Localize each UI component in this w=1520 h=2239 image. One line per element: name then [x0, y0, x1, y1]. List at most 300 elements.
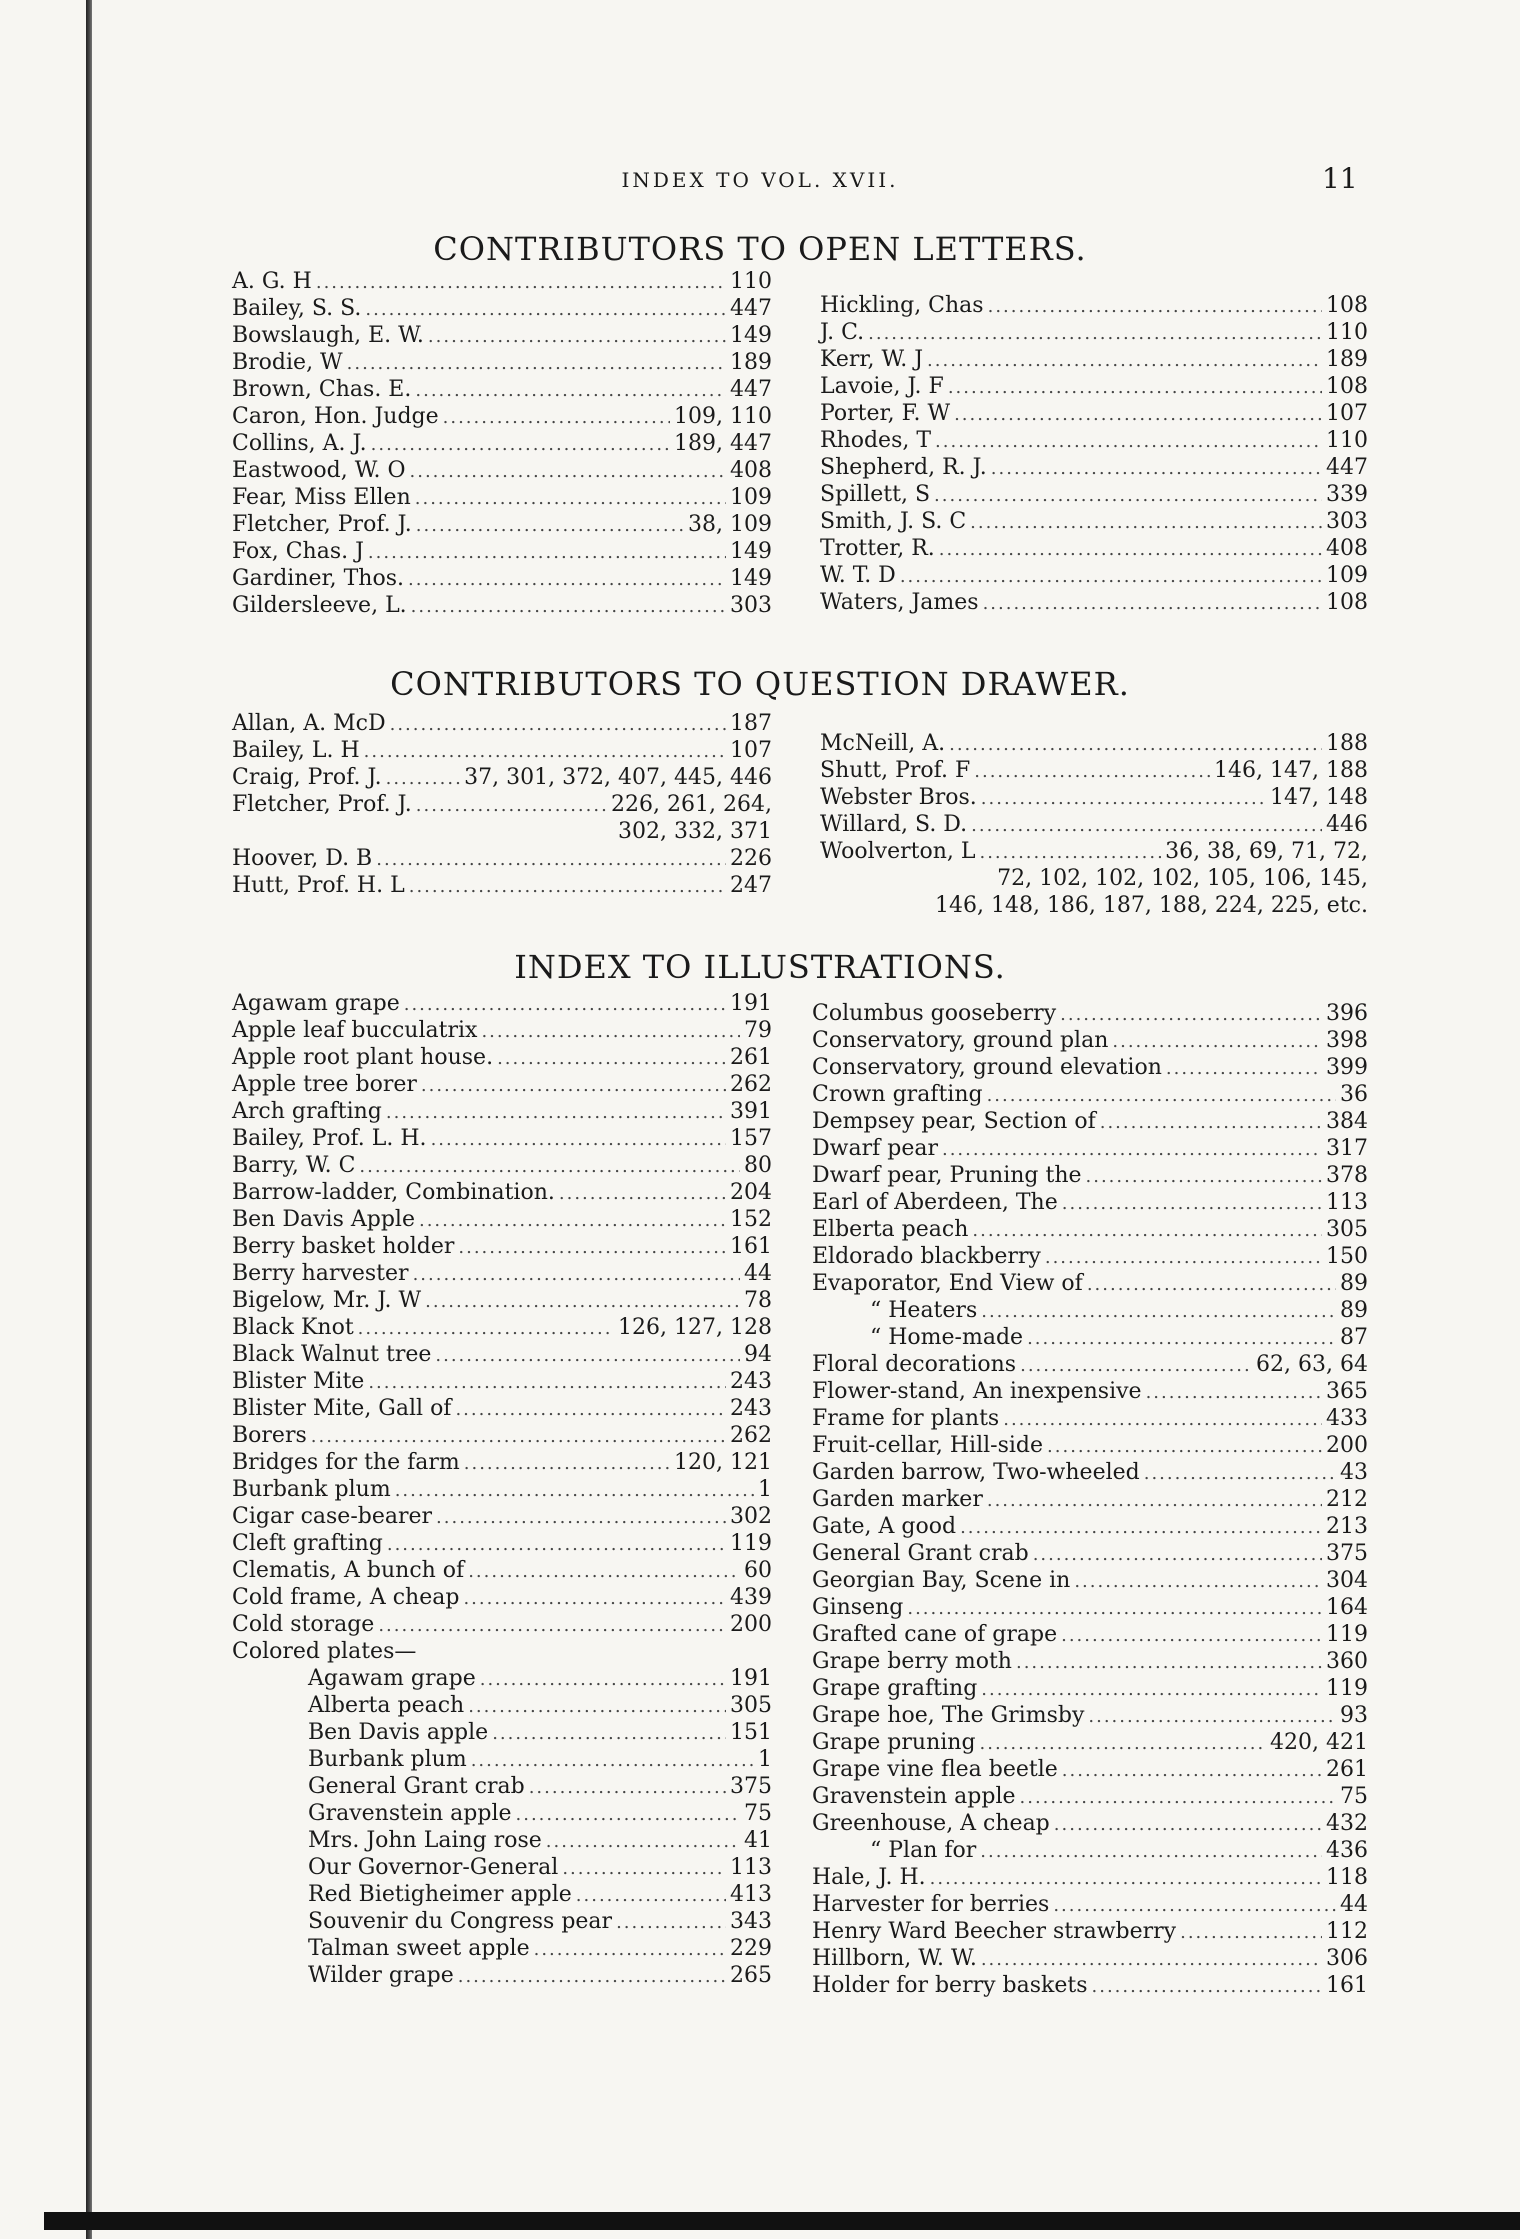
- index-entry-name: Grape vine flea beetle: [812, 1757, 1058, 1782]
- index-entry-name: Georgian Bay, Scene in: [812, 1568, 1071, 1593]
- index-entry-pages: 446: [1326, 812, 1368, 837]
- index-entry: [812, 1108, 1368, 1135]
- index-entry-name: Gravenstein apple: [812, 1784, 1016, 1809]
- leader-dots: [468, 1693, 726, 1720]
- index-entry: [812, 1459, 1368, 1486]
- index-entry-name: “ Heaters: [870, 1298, 978, 1323]
- index-entry: [812, 1540, 1368, 1567]
- index-entry-pages: 112: [1326, 1919, 1368, 1944]
- index-entry: [232, 592, 772, 619]
- leader-dots: [1016, 1649, 1322, 1676]
- leader-dots: [492, 1720, 726, 1747]
- leader-dots: [529, 1774, 726, 1801]
- leader-dots: [421, 1072, 726, 1099]
- index-entry-name: Elberta peach: [812, 1217, 969, 1242]
- index-entry: [232, 791, 772, 818]
- leader-dots: [415, 485, 726, 512]
- index-entry: [820, 508, 1368, 535]
- index-entry-name: McNeill, A.: [820, 731, 946, 756]
- index-entry-pages: 317: [1326, 1136, 1368, 1161]
- index-entry: [812, 1891, 1368, 1918]
- leader-dots: [939, 536, 1322, 563]
- index-entry-name: Evaporator, End View of: [812, 1271, 1083, 1296]
- index-entry-name: General Grant crab: [812, 1541, 1029, 1566]
- index-entry: [232, 349, 772, 376]
- index-entry-name: Agawam grape: [308, 1666, 476, 1691]
- leader-dots: [458, 1234, 726, 1261]
- leader-dots: [435, 1342, 740, 1369]
- leader-dots: [1020, 1352, 1252, 1379]
- index-entry: [232, 268, 772, 295]
- index-entry: [232, 818, 772, 845]
- index-entry: [232, 484, 772, 511]
- index-entry: [232, 1125, 772, 1152]
- leader-dots: [1061, 1622, 1322, 1649]
- index-entry: [812, 1810, 1368, 1837]
- index-entry-pages: 432: [1326, 1811, 1368, 1836]
- leader-dots: [386, 1099, 726, 1126]
- index-entry-pages: 108: [1326, 293, 1368, 318]
- index-entry-pages: 36, 38, 69, 71, 72,: [1165, 839, 1368, 864]
- index-entry: [232, 1557, 772, 1584]
- index-entry: [232, 1773, 772, 1800]
- index-entry-pages: 229: [730, 1936, 772, 1961]
- index-entry-pages: 119: [730, 1531, 772, 1556]
- index-entry-name: Hale, J. H.: [812, 1865, 926, 1890]
- index-entry-name: Fruit-cellar, Hill-side: [812, 1433, 1044, 1458]
- leader-dots: [1062, 1757, 1322, 1784]
- index-entry-pages: 189, 447: [674, 431, 772, 456]
- index-entry: [820, 481, 1368, 508]
- leader-dots: [1092, 1973, 1322, 2000]
- leader-dots: [576, 1882, 726, 1909]
- leader-dots: [480, 1666, 726, 1693]
- index-entry-name: Agawam grape: [232, 991, 400, 1016]
- index-entry-pages: 119: [1326, 1622, 1368, 1647]
- index-entry: [812, 1027, 1368, 1054]
- index-entry-name: Gate, A good: [812, 1514, 957, 1539]
- index-entry-pages: 161: [730, 1234, 772, 1259]
- index-entry-name: Shutt, Prof. F: [820, 758, 971, 783]
- index-entry-pages: 365: [1326, 1379, 1368, 1404]
- index-entry: [232, 1692, 772, 1719]
- index-entry-name: W. T. D: [820, 563, 896, 588]
- index-entry: [812, 1405, 1368, 1432]
- leader-dots: [347, 350, 726, 377]
- leader-dots: [395, 1477, 754, 1504]
- leader-dots: [431, 1126, 726, 1153]
- index-entry-pages: 305: [1326, 1217, 1368, 1242]
- page-bottom-edge: [44, 2212, 1520, 2230]
- index-entry: [232, 1341, 772, 1368]
- leader-dots: [481, 1018, 740, 1045]
- index-entry-name: Souvenir du Congress pear: [308, 1909, 613, 1934]
- index-entry: [812, 1864, 1368, 1891]
- index-entry: [232, 1098, 772, 1125]
- index-entry-name: Bailey, Prof. L. H.: [232, 1126, 427, 1151]
- leader-dots: [316, 269, 726, 296]
- index-entry-name: Frame for plants: [812, 1406, 1000, 1431]
- index-entry: [232, 764, 772, 791]
- index-entry-pages: 87: [1340, 1325, 1368, 1350]
- index-entry: [812, 1378, 1368, 1405]
- index-entry-name: Hillborn, W. W.: [812, 1946, 977, 1971]
- index-entry: [232, 1611, 772, 1638]
- index-entry-pages-continued: 72, 102, 102, 102, 105, 106, 145,: [997, 866, 1368, 891]
- index-entry-pages: 41: [744, 1828, 772, 1853]
- index-entry-pages: 109: [730, 485, 772, 510]
- index-entry: [812, 1432, 1368, 1459]
- index-entry: [812, 1513, 1368, 1540]
- index-entry-name: Fear, Miss Ellen: [232, 485, 411, 510]
- index-entry-name: Bailey, L. H: [232, 738, 360, 763]
- index-entry-pages: 304: [1326, 1568, 1368, 1593]
- index-entry-name: Burbank plum: [308, 1747, 467, 1772]
- leader-dots: [934, 482, 1322, 509]
- index-entry-name: Grape berry moth: [812, 1649, 1012, 1674]
- index-entry-pages: 408: [730, 458, 772, 483]
- index-entry-name: Bridges for the farm: [232, 1450, 460, 1475]
- index-entry-name: Gardiner, Thos.: [232, 566, 404, 591]
- leader-dots: [464, 1450, 670, 1477]
- leader-dots: [368, 1369, 726, 1396]
- index-entry-name: Barry, W. C: [232, 1153, 356, 1178]
- leader-dots: [562, 1855, 726, 1882]
- section-title-open-letters: CONTRIBUTORS TO OPEN LETTERS.: [433, 230, 1087, 268]
- leader-dots: [1047, 1433, 1322, 1460]
- leader-dots: [411, 593, 726, 620]
- leader-dots: [416, 512, 684, 539]
- index-entry-pages: 113: [730, 1855, 772, 1880]
- leader-dots: [868, 320, 1322, 347]
- leader-dots: [311, 1423, 726, 1450]
- index-entry-name: Conservatory, ground plan: [812, 1028, 1109, 1053]
- leader-dots: [987, 1487, 1322, 1514]
- index-entry-pages: 107: [1326, 401, 1368, 426]
- index-entry-name: Apple leaf bucculatrix: [232, 1018, 478, 1043]
- index-entry: [820, 427, 1368, 454]
- index-entry: [232, 1071, 772, 1098]
- index-entry-name: Grape pruning: [812, 1730, 976, 1755]
- index-entry: [232, 430, 772, 457]
- index-entry-pages: 305: [730, 1693, 772, 1718]
- index-entry-pages: 43: [1340, 1460, 1368, 1485]
- index-entry-pages: 189: [730, 350, 772, 375]
- index-entry-pages: 204: [730, 1180, 772, 1205]
- index-entry: [232, 1287, 772, 1314]
- index-entry-pages: 243: [730, 1369, 772, 1394]
- index-entry-pages: 439: [730, 1585, 772, 1610]
- index-entry: [820, 400, 1368, 427]
- index-entry: [812, 1486, 1368, 1513]
- open-letters-right-column: [820, 292, 1368, 616]
- illustrations-left-column: [232, 990, 772, 1989]
- leader-dots: [425, 1288, 740, 1315]
- index-entry-name: Our Governor-General: [308, 1855, 559, 1880]
- index-entry: [232, 1665, 772, 1692]
- index-entry: [232, 403, 772, 430]
- index-entry: [820, 454, 1368, 481]
- index-entry: [232, 1908, 772, 1935]
- index-entry: [820, 346, 1368, 373]
- index-entry-name: Hoover, D. B: [232, 846, 373, 871]
- index-entry-pages: 247: [730, 873, 772, 898]
- index-entry: [812, 1081, 1368, 1108]
- index-entry: [812, 1135, 1368, 1162]
- index-entry-name: Fox, Chas. J: [232, 539, 364, 564]
- index-entry-pages: 75: [744, 1801, 772, 1826]
- index-entry-pages: 110: [1326, 428, 1368, 453]
- leader-dots: [546, 1828, 740, 1855]
- leader-dots: [463, 1585, 726, 1612]
- index-entry-name: Collins, A. J.: [232, 431, 367, 456]
- index-entry-pages: 447: [1326, 455, 1368, 480]
- index-entry: [232, 1449, 772, 1476]
- index-entry: [812, 1054, 1368, 1081]
- index-entry-name: Gildersleeve, L.: [232, 593, 407, 618]
- index-entry: [232, 295, 772, 322]
- leader-dots: [404, 991, 726, 1018]
- leader-dots: [376, 846, 726, 873]
- index-entry-pages: 396: [1326, 1001, 1368, 1026]
- leader-dots: [927, 347, 1322, 374]
- index-entry-pages: 302: [730, 1504, 772, 1529]
- leader-dots: [371, 431, 670, 458]
- index-entry-name: Borers: [232, 1423, 307, 1448]
- index-entry-pages: 36: [1340, 1082, 1368, 1107]
- leader-dots: [954, 401, 1322, 428]
- index-entry: [812, 1621, 1368, 1648]
- index-entry: [232, 1179, 772, 1206]
- index-entry-name: Gravenstein apple: [308, 1801, 512, 1826]
- index-entry-name: Mrs. John Laing rose: [308, 1828, 542, 1853]
- index-entry-pages: 94: [744, 1342, 772, 1367]
- index-entry-name: Apple tree borer: [232, 1072, 417, 1097]
- leader-dots: [1180, 1919, 1322, 1946]
- index-entry-pages: 188: [1326, 731, 1368, 756]
- index-entry-pages: 44: [1340, 1892, 1368, 1917]
- index-entry-name: Trotter, R.: [820, 536, 935, 561]
- index-entry-name: Bowslaugh, E. W.: [232, 323, 424, 348]
- index-entry: [232, 1503, 772, 1530]
- index-entry-name: Fletcher, Prof. J.: [232, 512, 412, 537]
- index-entry: [820, 892, 1368, 919]
- index-entry-pages: 408: [1326, 536, 1368, 561]
- index-entry-name: Brodie, W: [232, 350, 343, 375]
- index-entry: [232, 565, 772, 592]
- index-entry-name: “ Plan for: [870, 1838, 977, 1863]
- leader-dots: [365, 296, 726, 323]
- index-entry-pages: 384: [1326, 1109, 1368, 1134]
- index-entry-name: Bailey, S. S.: [232, 296, 362, 321]
- index-entry: [232, 1260, 772, 1287]
- index-entry: [812, 1675, 1368, 1702]
- index-entry: [232, 1314, 772, 1341]
- leader-dots: [979, 839, 1161, 866]
- leader-dots: [930, 1865, 1322, 1892]
- index-entry-pages: 187: [730, 711, 772, 736]
- leader-dots: [981, 1946, 1322, 1973]
- leader-dots: [971, 812, 1322, 839]
- index-entry-name: Hickling, Chas: [820, 293, 984, 318]
- index-entry-pages-continued: 146, 148, 186, 187, 188, 224, 225, etc.: [934, 893, 1368, 918]
- index-entry-pages: 339: [1326, 482, 1368, 507]
- index-entry: [812, 1972, 1368, 1999]
- index-entry-name: Columbus gooseberry: [812, 1001, 1057, 1026]
- index-entry: [232, 1530, 772, 1557]
- index-entry: [232, 322, 772, 349]
- index-entry-name: Ben Davis Apple: [232, 1207, 415, 1232]
- index-entry-pages-continued: 302, 332, 371: [618, 819, 772, 844]
- index-entry: [232, 1881, 772, 1908]
- index-entry-name: Blister Mite: [232, 1369, 365, 1394]
- leader-dots: [1062, 1190, 1322, 1217]
- index-entry-name: Bigelow, Mr. J. W: [232, 1288, 422, 1313]
- index-entry-name: Grape hoe, The Grimsby: [812, 1703, 1085, 1728]
- index-entry-name: Crown grafting: [812, 1082, 983, 1107]
- index-entry-pages: 303: [730, 593, 772, 618]
- index-entry: [232, 1206, 772, 1233]
- index-entry-name: Conservatory, ground elevation: [812, 1055, 1162, 1080]
- leader-dots: [1027, 1325, 1336, 1352]
- index-entry: [232, 1827, 772, 1854]
- index-entry-pages: 447: [730, 377, 772, 402]
- index-entry-pages: 1: [758, 1477, 772, 1502]
- index-entry: [232, 990, 772, 1017]
- index-entry-pages: 265: [730, 1963, 772, 1988]
- index-entry-name: Flower-stand, An inexpensive: [812, 1379, 1142, 1404]
- index-entry-name: Dwarf pear: [812, 1136, 938, 1161]
- index-entry-name: Harvester for berries: [812, 1892, 1050, 1917]
- leader-dots: [1074, 1568, 1322, 1595]
- index-entry: [812, 1567, 1368, 1594]
- index-entry: [812, 1162, 1368, 1189]
- index-entry-pages: 149: [730, 566, 772, 591]
- leader-dots: [616, 1909, 726, 1936]
- index-entry-pages: 149: [730, 539, 772, 564]
- index-entry-name: Webster Bros.: [820, 785, 977, 810]
- index-entry: [232, 1584, 772, 1611]
- index-entry-pages: 146, 147, 188: [1214, 758, 1368, 783]
- open-letters-left-column: [232, 268, 772, 619]
- leader-dots: [942, 1136, 1322, 1163]
- index-entry-name: Kerr, W. J: [820, 347, 924, 372]
- index-entry: [812, 1594, 1368, 1621]
- index-entry: [812, 1702, 1368, 1729]
- leader-dots: [1086, 1163, 1322, 1190]
- index-entry-pages: 261: [730, 1045, 772, 1070]
- leader-dots: [516, 1801, 740, 1828]
- index-entry-pages: 79: [744, 1018, 772, 1043]
- leader-dots: [1087, 1271, 1336, 1298]
- leader-dots: [409, 873, 726, 900]
- index-entry-pages: 306: [1326, 1946, 1368, 1971]
- question-drawer-right-column: [820, 730, 1368, 919]
- index-entry-name: Waters, James: [820, 590, 979, 615]
- index-entry-name: Caron, Hon. Judge: [232, 404, 439, 429]
- index-entry: [812, 1216, 1368, 1243]
- leader-dots: [408, 566, 726, 593]
- leader-dots: [1033, 1541, 1322, 1568]
- index-entry-name: Berry harvester: [232, 1261, 409, 1286]
- index-entry-pages: 212: [1326, 1487, 1368, 1512]
- leader-dots: [413, 1261, 740, 1288]
- leader-dots: [970, 509, 1322, 536]
- index-entry-pages: 399: [1326, 1055, 1368, 1080]
- index-entry: [232, 511, 772, 538]
- index-entry-name: Smith, J. S. C: [820, 509, 967, 534]
- index-entry-pages: 108: [1326, 590, 1368, 615]
- page-binding-edge: [86, 0, 92, 2239]
- index-entry-pages: 89: [1340, 1271, 1368, 1296]
- leader-dots: [1045, 1244, 1322, 1271]
- index-entry-name: Allan, A. McD: [232, 711, 386, 736]
- index-entry-name: Cold storage: [232, 1612, 375, 1637]
- index-entry-name: Blister Mite, Gall of: [232, 1396, 452, 1421]
- index-entry-name: Hutt, Prof. H. L: [232, 873, 405, 898]
- index-entry-pages: 118: [1326, 1865, 1368, 1890]
- index-entry-pages: 161: [1326, 1973, 1368, 1998]
- index-entry: [232, 1476, 772, 1503]
- index-entry-name: Lavoie, J. F: [820, 374, 944, 399]
- leader-dots: [949, 731, 1322, 758]
- index-entry: [812, 1324, 1368, 1351]
- index-entry-name: Eldorado blackberry: [812, 1244, 1041, 1269]
- leader-dots: [1146, 1379, 1322, 1406]
- leader-dots: [359, 1153, 740, 1180]
- index-entry-pages: 200: [1326, 1433, 1368, 1458]
- illustrations-right-column: [812, 1000, 1368, 1999]
- leader-dots: [559, 1180, 726, 1207]
- leader-dots: [443, 404, 670, 431]
- index-entry-name: General Grant crab: [308, 1774, 525, 1799]
- index-entry-name: Black Knot: [232, 1315, 354, 1340]
- index-entry: [232, 1800, 772, 1827]
- index-entry-pages: 261: [1326, 1757, 1368, 1782]
- index-entry-pages: 447: [730, 296, 772, 321]
- leader-dots: [988, 293, 1322, 320]
- leader-dots: [948, 374, 1322, 401]
- leader-dots: [1144, 1460, 1336, 1487]
- index-entry: [812, 1756, 1368, 1783]
- leader-dots: [981, 785, 1266, 812]
- leader-dots: [980, 1838, 1322, 1865]
- index-entry-name: Holder for berry baskets: [812, 1973, 1088, 1998]
- index-entry-pages: 213: [1326, 1514, 1368, 1539]
- index-entry-pages: 226: [730, 846, 772, 871]
- index-entry-name: Arch grafting: [232, 1099, 382, 1124]
- leader-dots: [1054, 1811, 1322, 1838]
- index-entry: [812, 1000, 1368, 1027]
- index-entry-pages: 110: [1326, 320, 1368, 345]
- index-entry-pages: 226, 261, 264,: [611, 792, 772, 817]
- index-entry-name: Spillett, S: [820, 482, 931, 507]
- index-entry: [232, 1152, 772, 1179]
- question-drawer-left-column: [232, 710, 772, 899]
- leader-dots: [980, 1730, 1267, 1757]
- index-entry-pages: 120, 121: [674, 1450, 772, 1475]
- index-entry: [812, 1648, 1368, 1675]
- index-entry-pages: 413: [730, 1882, 772, 1907]
- index-entry-name: Clematis, A bunch of: [232, 1558, 465, 1583]
- index-entry-name: Grape grafting: [812, 1676, 978, 1701]
- index-entry-pages: 303: [1326, 509, 1368, 534]
- index-entry-pages: 191: [730, 1666, 772, 1691]
- leader-dots: [458, 1963, 726, 1990]
- index-entry-name: Ginseng: [812, 1595, 904, 1620]
- index-entry: [812, 1270, 1368, 1297]
- index-entry: [232, 1368, 772, 1395]
